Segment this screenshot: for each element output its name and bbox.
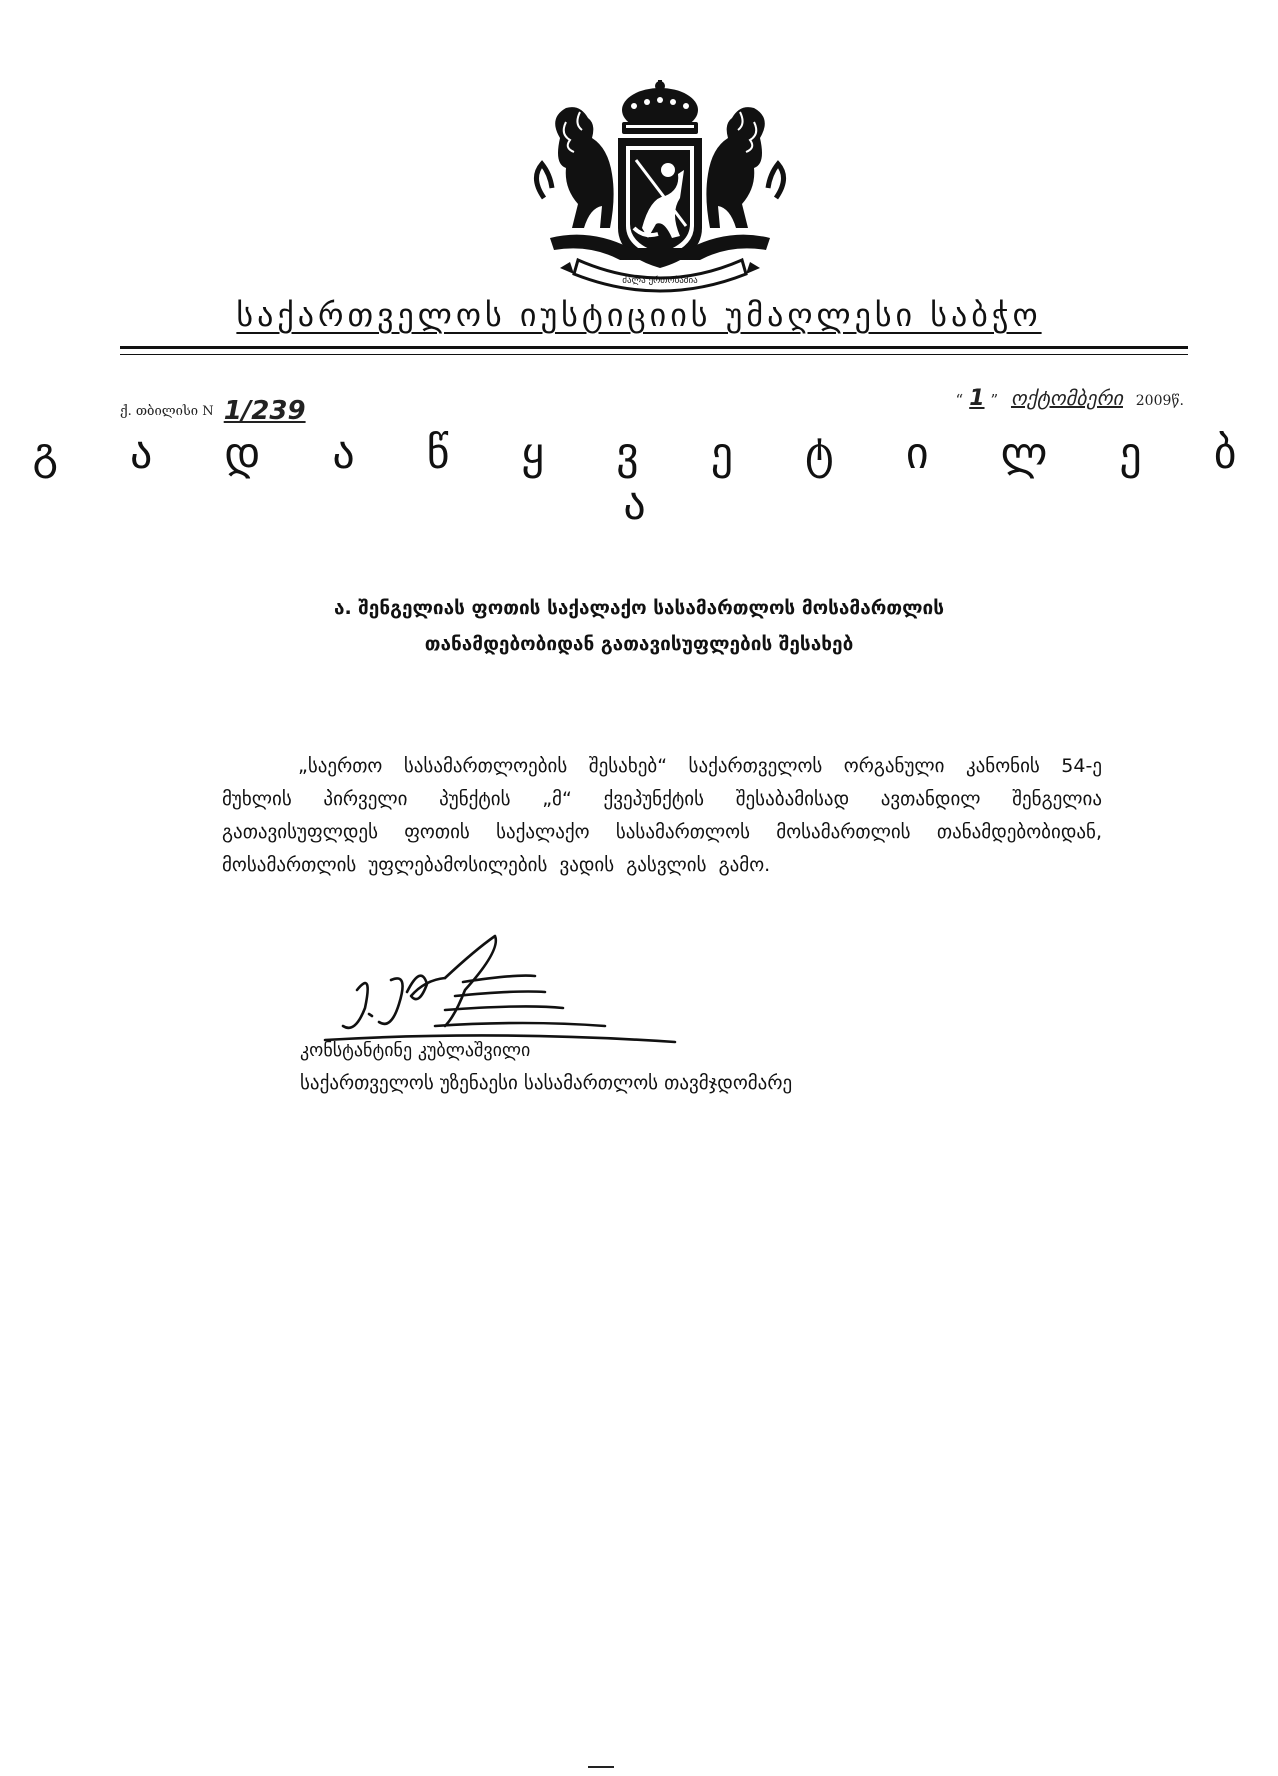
header-divider-thick [120,346,1188,349]
emblem-motto: ძალა ერთობაშია [622,276,698,286]
date-year: 2009წ. [1135,393,1184,409]
signatory-title: საქართველოს უზენაესი სასამართლოს თავმჯდომარე [300,1072,793,1094]
subject-line-2: თანამდებობიდან გათავისუფლების შესახებ [424,633,854,655]
coat-of-arms-emblem [530,78,790,293]
document-subject [0,590,1278,662]
document-type-heading: გ ა დ ა წ ყ ვ ე ტ ი ლ ე ბ ა [32,428,1266,530]
right-lion-icon [706,107,783,228]
footer-mark [588,1766,614,1768]
signatory-name: კონსტანტინე კუბლაშვილი [300,1040,531,1061]
number-label: ქ. თბილისი N [120,404,214,419]
crown-icon [622,80,698,134]
header-divider-thin [120,354,1188,355]
date-day: 1 [969,386,985,411]
document-date: “ 1 ” ოქტომბერი 2009წ. [955,386,1184,411]
subject-line-1: ა. შენგელიას ფოთის საქალაქო სასამართლოს მოსამართლის [333,597,945,619]
resolution-body: „საერთო სასამართლოების შესახებ“ საქართველოს ორგანული კანონის 54-ე მუხლის პირველი პუნქტის „მ“ ქვეპუნქტის შესაბამისად ავთანდილ შენგელია გათავისუფლდეს ფოთის საქალაქო სასამართლოს მოსამართლის თანამდებობიდან, მოსამართლის უფლებამოსილების ვადის გასვლის გამო. [222,755,1102,876]
registration-number [120,396,306,426]
left-lion-icon [536,107,613,228]
number-value: 1/239 [223,396,306,426]
date-month: ოქტომბერი [1010,386,1123,410]
organization-title: საქართველოს იუსტიციის უმაღლესი საბჭო [236,296,1042,334]
